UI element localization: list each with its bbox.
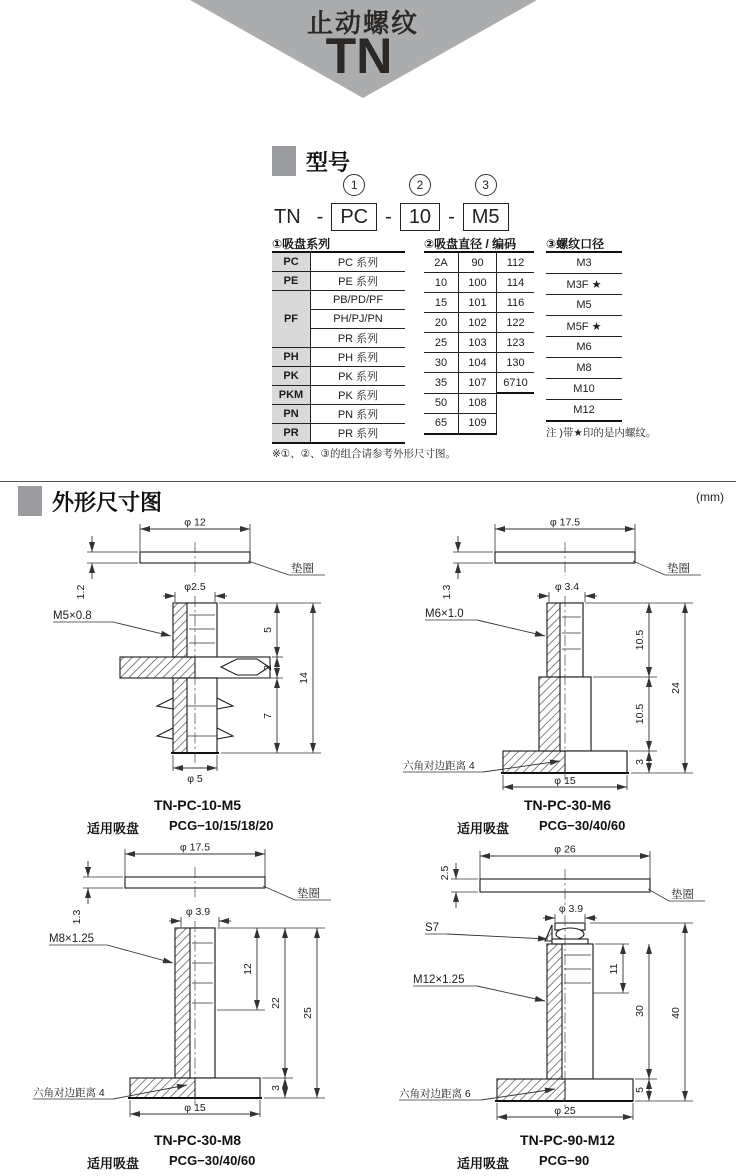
cell: 112 <box>497 252 535 273</box>
fitting-drawing <box>53 581 321 785</box>
dims-section-title: 外形尺寸图 <box>52 490 163 515</box>
cell: PKM <box>272 386 311 405</box>
fit-label: 适用吸盘 <box>87 1156 140 1171</box>
dimension-drawing-svg <box>395 518 736 790</box>
cell: PH <box>272 348 311 367</box>
table-row <box>272 291 405 310</box>
washer-name-label: 垫圈 <box>291 563 314 575</box>
washer-name-label: 垫圈 <box>671 889 694 901</box>
suction-series-table <box>272 251 405 444</box>
hex-label: 六角对边距离 4 <box>403 760 475 772</box>
code-dash: - <box>385 205 392 228</box>
washer-thk-label: 1.3 <box>441 584 453 600</box>
washer-dia-label: φ 12 <box>184 518 206 529</box>
badge-2: 2 <box>409 174 431 196</box>
hex-label: 六角对边距离 6 <box>399 1088 471 1100</box>
model-section-title: 型号 <box>306 150 351 175</box>
table-row <box>424 413 534 434</box>
table-row <box>272 405 405 424</box>
washer-thk-label: 1.2 <box>75 584 87 600</box>
fit-caption <box>395 1153 736 1172</box>
cell: PC 系列 <box>311 252 406 272</box>
table-row <box>546 400 622 422</box>
table-row <box>546 358 622 379</box>
cell: 90 <box>459 252 497 273</box>
dim-label: 11 <box>608 963 620 975</box>
cell: 107 <box>459 373 497 394</box>
dim-label: 12 <box>242 963 254 975</box>
table-row <box>424 393 534 413</box>
combination-note: ※①、②、③的组合请参考外形尺寸图。 <box>272 448 457 460</box>
star-note: 注 )带★印的是内螺纹。 <box>546 427 657 439</box>
empty-cell <box>497 413 535 434</box>
table-row <box>272 348 405 367</box>
section-divider <box>0 481 736 482</box>
cell: PF <box>272 291 311 348</box>
cell: 114 <box>497 273 535 293</box>
washer-name-label: 垫圈 <box>667 563 690 575</box>
table-row <box>424 333 534 353</box>
cell: PE 系列 <box>311 272 406 291</box>
table-row <box>424 373 534 394</box>
cell: 101 <box>459 293 497 313</box>
table-row <box>546 252 622 274</box>
dim-label: 3 <box>270 1085 282 1091</box>
dim-label: 14 <box>298 672 310 684</box>
table-row <box>546 316 622 337</box>
cell: 65 <box>424 413 459 434</box>
top-dia-label: φ 3.9 <box>558 903 584 915</box>
model-caption: TN-PC-90-M12 <box>520 1132 615 1148</box>
cell: PK <box>272 367 311 386</box>
cell: 50 <box>424 393 459 413</box>
top-dia-label: φ 3.4 <box>554 581 580 593</box>
top-dia-label: φ2.5 <box>184 581 206 593</box>
table-row <box>272 367 405 386</box>
fit-cups: PCG−10/15/18/20 <box>169 818 274 833</box>
cell: PK 系列 <box>311 367 406 386</box>
table-row <box>272 424 405 444</box>
cell: PK 系列 <box>311 386 406 405</box>
model-code-row <box>274 178 509 231</box>
cell: PR <box>272 424 311 444</box>
bottom-dia-label: φ 5 <box>187 773 203 785</box>
cell: M6 <box>546 337 622 358</box>
washer-drawing <box>439 844 705 909</box>
fit-cups: PCG−30/40/60 <box>539 818 626 833</box>
dim-label: 5 <box>262 627 274 633</box>
code-dash: - <box>448 205 455 228</box>
fitting-drawing <box>399 903 693 1120</box>
cell: 20 <box>424 313 459 333</box>
table-row <box>272 272 405 291</box>
cell: M5F ★ <box>546 316 622 337</box>
table-row <box>424 252 534 273</box>
thread-label: M8×1.25 <box>49 933 95 945</box>
cell: 108 <box>459 393 497 413</box>
model-caption: TN-PC-10-M5 <box>153 797 242 813</box>
cell: PR 系列 <box>311 329 406 348</box>
section-square-icon <box>18 486 42 516</box>
fit-label: 适用吸盘 <box>457 821 510 836</box>
cell: PN 系列 <box>311 405 406 424</box>
code-dash: - <box>316 205 324 228</box>
thread-label: M6×1.0 <box>425 608 464 620</box>
cell: PH/PJ/PN <box>311 310 406 329</box>
model-caption: TN-PC-30-M8 <box>153 1132 242 1148</box>
fit-label: 适用吸盘 <box>87 821 140 836</box>
fit-label: 适用吸盘 <box>457 1156 510 1171</box>
series-name-cn: 止动螺纹 <box>306 8 420 38</box>
cell: M12 <box>546 400 622 422</box>
dim-label: 7 <box>262 713 274 719</box>
drawing-cell-tn-pc-30-m8 <box>25 843 370 1172</box>
washer-dia-label: φ 17.5 <box>179 843 211 854</box>
fit-cups: PCG−90 <box>539 1153 590 1168</box>
cell: 104 <box>459 353 497 373</box>
dimension-drawing-svg <box>395 843 736 1125</box>
cell: 25 <box>424 333 459 353</box>
thread-label: M12×1.25 <box>413 974 465 986</box>
cell: 130 <box>497 353 535 373</box>
cell: 35 <box>424 373 459 394</box>
series-code: TN <box>325 28 393 84</box>
code-part-series <box>331 178 377 231</box>
washer-name-label: 垫圈 <box>297 888 320 900</box>
dim-label: 22 <box>270 997 282 1009</box>
code-prefix: TN <box>274 205 301 228</box>
dim-label: 10.5 <box>634 703 646 725</box>
unit-label: (mm) <box>696 490 724 504</box>
table-row <box>424 273 534 293</box>
empty-cell <box>497 393 535 413</box>
cell: 100 <box>459 273 497 293</box>
washer-thk-label: 2.5 <box>439 865 451 881</box>
cell: 123 <box>497 333 535 353</box>
code-part-diameter-text: 10 <box>408 206 432 228</box>
cell: M10 <box>546 379 622 400</box>
fitting-drawing <box>33 906 325 1117</box>
code-part-diameter <box>400 178 440 231</box>
table2-title: ②吸盘直径 / 编码 <box>424 237 517 251</box>
dimension-drawing-svg <box>25 843 370 1125</box>
dim-label: 25 <box>302 1007 314 1019</box>
head-label: S7 <box>425 922 440 934</box>
cell: M5 <box>546 295 622 316</box>
table-row <box>546 295 622 316</box>
table-row <box>546 274 622 295</box>
dim-label: 5 <box>634 1087 646 1093</box>
cell: 102 <box>459 313 497 333</box>
dim-label: 3 <box>634 759 646 765</box>
washer-dia-label: φ 17.5 <box>549 518 581 529</box>
cell: 109 <box>459 413 497 434</box>
dim-label: 24 <box>670 682 682 694</box>
fit-caption <box>395 818 736 837</box>
bottom-dia-label: φ 15 <box>184 1102 206 1114</box>
thread-label: M5×0.8 <box>53 610 92 622</box>
dim-label: 2 <box>262 665 274 671</box>
cell: 2A <box>424 252 459 273</box>
cell: PB/PD/PF <box>311 291 406 310</box>
drawing-cell-tn-pc-30-m6 <box>395 518 736 837</box>
fit-cups: PCG−30/40/60 <box>169 1153 256 1168</box>
fit-caption <box>25 1153 370 1172</box>
table-row <box>424 353 534 373</box>
dim-label: 40 <box>670 1007 682 1019</box>
cell: 10 <box>424 273 459 293</box>
fitting-drawing <box>403 581 693 790</box>
cell: M3F ★ <box>546 274 622 295</box>
bottom-dia-label: φ 15 <box>554 775 576 787</box>
drawing-cell-tn-pc-10-m5 <box>25 518 370 837</box>
code-part-thread <box>463 178 509 231</box>
table-row <box>424 293 534 313</box>
section-square-icon <box>272 146 296 176</box>
cell: PE <box>272 272 311 291</box>
cell: M3 <box>546 252 622 274</box>
table-row <box>272 386 405 405</box>
cell: PH 系列 <box>311 348 406 367</box>
cell: M8 <box>546 358 622 379</box>
cell: 30 <box>424 353 459 373</box>
cell: PC <box>272 252 311 272</box>
bottom-dia-label: φ 25 <box>554 1105 576 1117</box>
cell: 122 <box>497 313 535 333</box>
dimension-drawing-svg <box>25 518 370 790</box>
cell: 103 <box>459 333 497 353</box>
cell: 116 <box>497 293 535 313</box>
top-dia-label: φ 3.9 <box>185 906 211 918</box>
model-caption: TN-PC-30-M6 <box>523 797 612 813</box>
table1-title: ①吸盘系列 <box>272 237 331 251</box>
cell: PN <box>272 405 311 424</box>
badge-1: 1 <box>343 174 365 196</box>
washer-thk-label: 1.3 <box>71 909 83 925</box>
badge-3: 3 <box>475 174 497 196</box>
hex-label: 六角对边距离 4 <box>33 1087 105 1099</box>
table-row <box>546 379 622 400</box>
drawing-cell-tn-pc-90-m12 <box>395 843 736 1172</box>
diameter-code-table <box>424 251 534 435</box>
thread-size-table <box>546 251 622 422</box>
cell: PR 系列 <box>311 424 406 444</box>
table-row <box>546 337 622 358</box>
code-part-series-text: PC <box>340 206 369 228</box>
table-row <box>272 252 405 272</box>
dim-label: 30 <box>634 1005 646 1017</box>
table-row <box>424 313 534 333</box>
cell: 15 <box>424 293 459 313</box>
table3-title: ③螺纹口径 <box>546 237 605 251</box>
fit-caption <box>25 818 370 837</box>
washer-dia-label: φ 26 <box>554 843 576 856</box>
cell: 6710 <box>497 373 535 394</box>
code-part-thread-text: M5 <box>471 206 500 228</box>
dim-label: 10.5 <box>634 629 646 651</box>
